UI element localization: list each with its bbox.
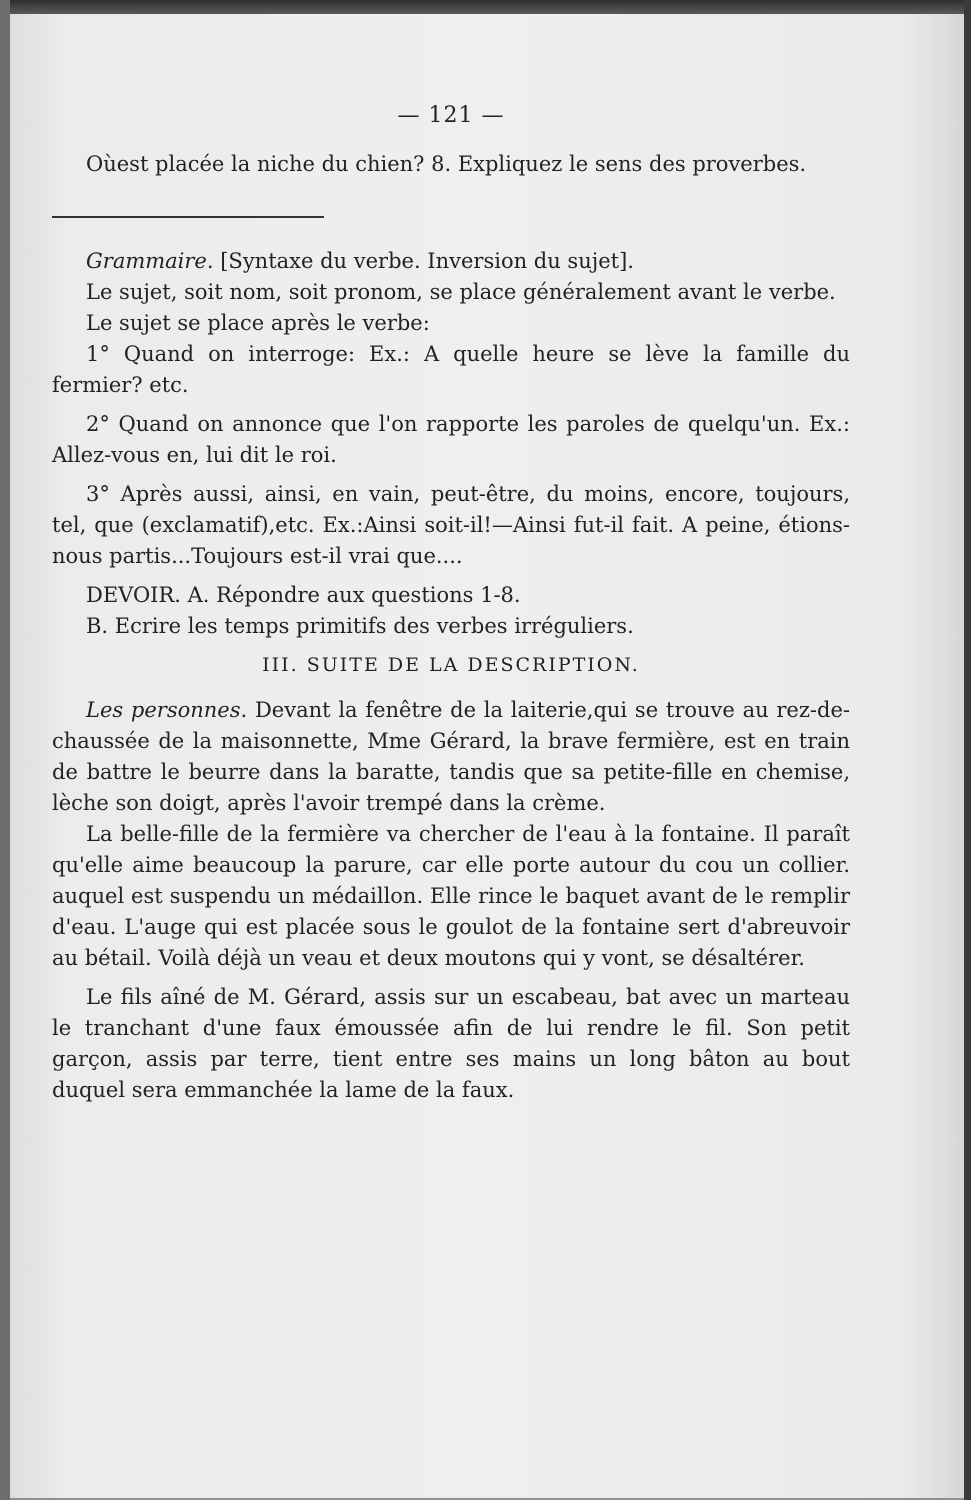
description-paragraph	[52, 695, 850, 819]
scan-right-border	[964, 0, 971, 1500]
devoir-b: B. Ecrire les temps primitifs des verbes irréguliers.	[86, 614, 634, 638]
grammar-paragraph: Le sujet, soit nom, soit pronom, se place généralement avant le verbe.	[86, 280, 836, 304]
grammar-heading: [Syntaxe du verbe. Inversion du sujet].	[220, 249, 634, 273]
section-rule	[52, 216, 324, 218]
grammar-paragraph: 1° Quand on interroge: Ex.: A quelle heure se lève la famille du fermier? etc.	[52, 342, 850, 397]
intro-line: Oùest placée la niche du chien? 8. Expliquez le sens des proverbes.	[86, 152, 807, 176]
devoir-a: DEVOIR. A. Répondre aux questions 1-8.	[86, 583, 521, 607]
description-paragraph: Le fils aîné de M. Gérard, assis sur un escabeau, bat avec un marteau le tranchant d'une faux émoussée afin de lui rendre le fil. Son petit garçon, assis par terre, tient entre ses mains un long bâton au bout duquel sera emmanchée la lame de la faux.	[52, 985, 850, 1102]
page-number: — 121 —	[397, 103, 505, 128]
description-paragraph: La belle-fille de la fermière va chercher de l'eau à la fontaine. Il paraît qu'elle aime beaucoup la parure, car elle porte autour du cou un collier. auquel est suspendu un médaillon. Elle rince le baquet avant de le remplir d'eau. L'auge qui est placée sous le goulot de la fontaine sert d'abreuvoir au bétail. Voilà déjà un veau et deux moutons qui y vont, se désaltérer.	[52, 822, 850, 970]
scan-top-border	[0, 0, 971, 14]
grammar-label: Grammaire.	[86, 249, 214, 273]
grammar-heading-line	[52, 246, 850, 277]
grammar-paragraph: Le sujet se place après le verbe:	[86, 311, 430, 335]
grammar-paragraph: 2° Quand on annonce que l'on rapporte les paroles de quelqu'un. Ex.: Allez-vous en, lui dit le roi.	[52, 412, 850, 467]
scan-left-border	[0, 0, 10, 1500]
section-title: III. SUITE DE LA DESCRIPTION.	[262, 654, 640, 676]
description-label: Les personnes.	[86, 698, 248, 722]
grammar-paragraph: 3° Après aussi, ainsi, en vain, peut-être, du moins, encore, toujours, tel, que (exclamatif),etc. Ex.:Ainsi soit-il!—Ainsi fut-il fait. A peine, étions-nous partis...Toujours est-il vrai que....	[52, 482, 850, 568]
page-text	[52, 100, 850, 1106]
description-text: Devant la fenêtre de la laiterie,qui se trouve au rez-de-chaussée de la maisonnette, Mme Gérard, la brave fermière, est en train de battre le beurre dans la baratte, tandis que sa petite-fille en chemise, lèche son doigt, après l'avoir trempé dans la crème.	[52, 698, 850, 815]
